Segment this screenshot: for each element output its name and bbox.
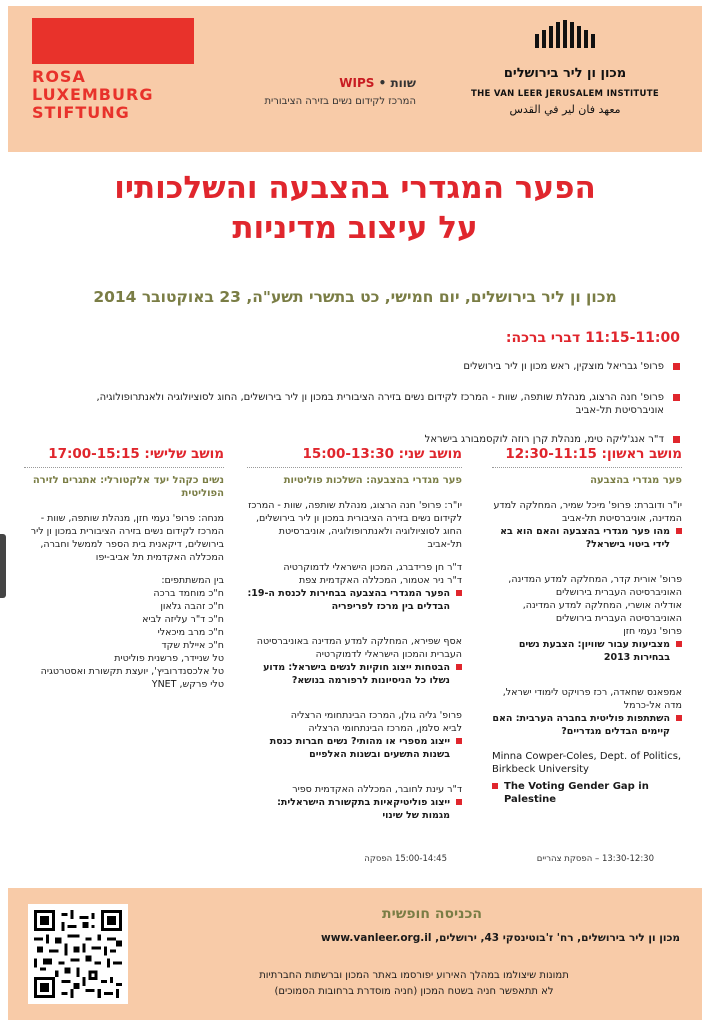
page-title [18,168,692,248]
photo-notice: תמונות שיצולמו במהלך האירוע יפורסמו באתר המכון וברשתות החברתיות [259,970,569,981]
talk-title [492,525,682,551]
session-2-title: מושב שני: 15:00-13:30 [247,446,462,468]
lunch-break-note: 13:30-12:30 – הפסקת צהריים [536,854,654,864]
list-item [60,360,680,373]
session-2-speaker-2: אסף שפירא, המחלקה למדע המדינה באוניברסיטה העברית והמכון הישראלי לדמוקרטיה [256,636,462,660]
parking-notice: לא תתאפשר חניה בשטח המכון (חניה מוסדרת ברחובות הסמוכים) [274,986,554,997]
talk-title [247,735,462,761]
talk-title [247,796,462,822]
footer-notices [154,968,674,1000]
session-2-speakers-1: ד"ר חן פרידברג, המכון הישראלי לדמוקרטיה ד"ר ניר אטמור, המכללה האקדמית צפת [283,562,462,586]
title-line-2: על עיצוב מדיניות [232,210,478,246]
talk-1-title: מהו פער מגדרי בהצבעה והאם הוא בא לידי ביטוי בישראל? [500,526,670,550]
talk-1-title: הפער המגדרי בהצבעה בבחירות לכנסת ה-19: הבדלים בין מרכז לפריפריה [247,588,450,612]
session-2-subtitle: פער מגדרי בהצבעה: השלכות פוליטיות [283,475,462,486]
greeting-speaker: פרופ' חנה הרצוג, מנהלת שותפה, שוות - המרכז לקידום נשים בזירה הציבורית במכון ון ליר בירושלים, החוג לסוציולוגיה ולאנתרופולוגיה, אוניברסיטת תל-אביב [96,392,664,416]
english-talk-title: The Voting Gender Gap in Palestine [504,781,649,805]
event-poster [8,6,702,1020]
header-band [8,6,702,152]
participant: טל שניידר, פרשנית פוליטית [114,653,224,664]
bullet-square-icon [673,436,680,443]
session-2-chair: יו"ר: פרופ' חנה הרצוג, מנהלת שותפה, שוות - המרכז לקידום נשים בזירה הציבורית במכון ון ליר בירושלים, החוג לסוציולוגיה ולאנתרופולוגיה, אוניברסיטת תל-אביב [248,500,462,550]
participant: ח"כ מוחמד ברכה [153,588,224,599]
bullet-square-icon [676,528,682,534]
bullet-square-icon [492,783,498,789]
free-entry-label: הכניסה חופשית [382,906,482,922]
participant: טלי פרקש, YNET [151,679,224,690]
van-leer-arabic-name: معهد فان لير في القدس [509,103,621,116]
side-scroll-handle[interactable] [0,534,6,598]
venue-address: מכון ון ליר בירושלים, רח' ז'בוטינסקי 43, ירושלים, www.vanleer.org.il [321,932,680,944]
rls-line: ROSA [32,67,86,86]
greeting-speaker: ד"ר אנג'ליקה טימ, מנהלת קרן רוזה לוקסמבורג בישראל [424,434,664,445]
bullet-square-icon [456,799,462,805]
van-leer-hebrew-name: מכון ון ליר בירושלים [503,66,627,81]
talk-title [247,661,462,687]
opening-greetings [60,330,680,458]
session-3-title: מושב שלישי: 17:00-15:15 [24,446,224,468]
bullet-square-icon [456,590,462,596]
session-3-subtitle: נשים כקהל יעד אלקטורלי: אתגרים לזירה הפוליטית [32,475,224,499]
list-item [60,433,680,446]
rls-line: STIFTUNG [32,103,130,122]
talk-title [492,712,682,738]
rosa-luxemburg-logo [32,18,202,122]
van-leer-logo [460,20,670,116]
wips-latin: WIPS [339,76,375,90]
talk-title [492,780,682,806]
participant: ח"כ מרב מיכאלי [157,627,224,638]
bullet-square-icon [456,738,462,744]
bullet-square-icon [673,363,680,370]
session-1-speaker-3: אמפאנס שחאדה, רכז פרויקט לימודי ישראל, מדה אל-כרמל [502,687,682,711]
rls-wordmark [32,68,202,122]
participant: טל אלכסנדרוביץ', יועצת תקשורת ואסטרטגיה [40,666,224,677]
session-1-title: מושב ראשון: 12:30-11:15 [492,446,682,468]
talk-title [492,638,682,664]
rls-line: LUXEMBURG [32,85,154,104]
opening-title: 11:15-11:00 דברי ברכה: [505,330,680,346]
list-item [60,391,680,417]
footer-band [8,888,702,1020]
session-3 [24,446,224,691]
session-1-speakers-2: פרופ' אורית קדר, המחלקה למדע המדינה, האוניברסיטה העברית בירושלים אודליה אושרי, המחלקה למדע המדינה, האוניברסיטה העברית בירושלים פרופ' נעמי חזן [508,574,682,637]
wips-separator: • [374,76,391,90]
talk-3-title: ייצוג מספרי או מהותי? נשים חברות כנסת בשנות התשעים ובשנות האלפיים [269,736,450,760]
title-line-1: הפער המגדרי בהצבעה והשלכותיו [114,170,596,206]
session-1-subtitle: פער מגדרי בהצבעה [590,475,682,486]
participant: ח"כ זהבה גלאון [160,601,224,612]
van-leer-columns-icon [460,20,670,48]
bullet-square-icon [676,641,682,647]
session-2 [247,446,462,834]
wips-name [246,76,416,90]
participants-label: בין המשתתפים: [161,575,224,586]
event-date: מכון ון ליר בירושלים, יום חמישי, כט בתשרי תשע"ה, 23 באוקטובר 2014 [93,288,617,306]
bullet-square-icon [676,715,682,721]
session-2-speaker-4: ד"ר עינת לחובר, המכללה האקדמית ספיר [292,784,462,795]
talk-2-title: הבטחות ייצוג חוקיות לנשים בישראל: מדוע נשלו כל הניסיונות לרפורמה בנושא? [263,662,450,686]
van-leer-english-name: THE VAN LEER JERUSALEM INSTITUTE [471,89,659,99]
wips-hebrew: שוות [390,76,416,90]
talk-2-title: מצביעות עבור שוויון: הצבעת נשים בבחירות 2013 [518,639,670,663]
break-note: 15:00-14:45 הפסקה [364,854,447,864]
qr-code-icon[interactable] [28,904,128,1004]
greeting-speaker: פרופ' גבריאל מוצקין, ראש מכון ון ליר בירושלים [463,361,664,372]
participant: ח"כ ד"ר עליזה לביא [142,614,224,625]
session-1-chair: יו"ר ודוברת: פרופ' מיכל שמיר, המחלקה למדע המדינה, אוניברסיטת תל-אביב [493,500,682,524]
talk-4-title: ייצוג פוליטיקאיות בתקשורת הישראלית: מגמות של שינוי [277,797,450,821]
english-speaker: Minna Cowper-Coles, Dept. of Politics, Birkbeck University [492,751,682,775]
rls-red-block-icon [32,18,194,64]
bullet-square-icon [673,394,680,401]
session-1 [492,446,682,806]
participant: ח"כ איילת שקד [161,640,224,651]
bullet-square-icon [456,664,462,670]
session-2-speakers-3: פרופ' גליה גולן, המרכז הבינתחומי הרצליה לביא סלמן, המרכז הבינתחומי הרצליה [290,710,462,734]
wips-logo [246,76,416,107]
talk-3-title: השתתפות פוליטית בחברה הערבית: האם קיימים הבדלים מגדריים? [492,713,670,737]
session-3-moderator: מנחה: פרופ' נעמי חזן, מנהלת שותפה, שוות - המרכז לקידום נשים בזירה הציבורית במכון ון ליר בירושלים, דיקאנית בית הספר לממשל וחברה, המכללה האקדמית תל אביב-יפו [30,513,224,563]
talk-title [247,587,462,613]
wips-subtitle: המרכז לקידום נשים בזירה הציבורית [264,96,416,107]
